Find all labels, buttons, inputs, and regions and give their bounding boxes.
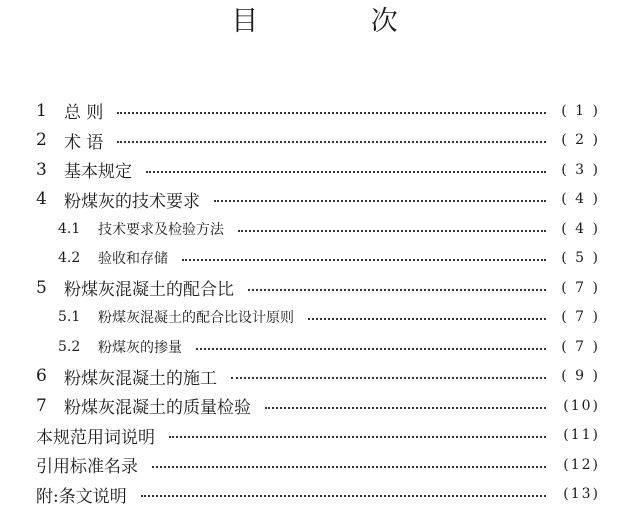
toc-entry-number: 4 — [36, 189, 47, 210]
toc-entry-label: 粉煤灰混凝土的质量检验 — [64, 398, 251, 419]
toc-entry-number: 6 — [36, 366, 47, 387]
toc-entry-2[interactable] — [36, 126, 600, 156]
toc-entry-number: 2 — [36, 130, 47, 151]
dot-leader — [117, 141, 546, 143]
toc-entry-5[interactable] — [36, 273, 600, 303]
dot-leader — [196, 348, 546, 350]
toc-entry-label: 验收和存储 — [98, 251, 168, 268]
toc-entry-label: 粉煤灰混凝土的配合比设计原则 — [98, 310, 294, 327]
dot-leader — [152, 466, 546, 468]
toc-entry-label: 粉煤灰的技术要求 — [64, 191, 200, 212]
toc-entry-5-2[interactable] — [36, 332, 600, 362]
toc-entry-label: 粉煤灰混凝土的配合比 — [64, 280, 234, 301]
toc-entry-number: 4.1 — [58, 220, 81, 237]
toc-entry-page: (10) — [563, 397, 600, 414]
dot-leader — [182, 259, 546, 261]
dot-leader — [238, 230, 546, 232]
toc-entry-page: ( 1 ) — [561, 102, 600, 119]
toc-entry-page: ( 7 ) — [561, 279, 600, 296]
table-of-contents — [36, 96, 600, 509]
toc-entry-page: ( 7 ) — [561, 338, 600, 355]
toc-entry-number: 5 — [36, 277, 47, 298]
toc-entry-4[interactable] — [36, 185, 600, 215]
toc-entry-4-1[interactable] — [36, 214, 600, 244]
toc-entry-referenced-standards[interactable] — [36, 450, 600, 480]
toc-entry-number: 3 — [36, 159, 47, 180]
toc-entry-label: 技术要求及检验方法 — [98, 221, 224, 238]
toc-entry-label: 术 语 — [64, 132, 104, 153]
toc-entry-7[interactable] — [36, 391, 600, 421]
toc-entry-label: 基本规定 — [64, 162, 132, 183]
dot-leader — [231, 377, 546, 379]
toc-entry-page: ( 4 ) — [561, 220, 600, 237]
dot-leader — [308, 318, 546, 320]
dot-leader — [169, 436, 546, 438]
toc-entry-page: ( 5 ) — [561, 250, 600, 267]
toc-entry-page: ( 9 ) — [561, 368, 600, 385]
dot-leader — [146, 171, 546, 173]
toc-entry-label: 附:条文说明 — [36, 486, 127, 507]
toc-entry-number: 7 — [36, 395, 47, 416]
dot-leader — [141, 495, 546, 497]
toc-entry-number: 5.2 — [58, 338, 81, 355]
toc-entry-number: 1 — [36, 100, 47, 121]
toc-entry-page: ( 4 ) — [561, 191, 600, 208]
toc-entry-label: 总 则 — [64, 103, 104, 124]
toc-entry-page: ( 7 ) — [561, 309, 600, 326]
page-title: 目 次 — [231, 6, 450, 37]
dot-leader — [248, 289, 546, 291]
toc-entry-label: 引用标准名录 — [36, 457, 138, 478]
dot-leader — [117, 112, 546, 114]
toc-entry-5-1[interactable] — [36, 303, 600, 333]
toc-entry-page: (12) — [563, 456, 600, 473]
dot-leader — [214, 200, 546, 202]
dot-leader — [265, 407, 546, 409]
toc-entry-number: 5.1 — [58, 309, 81, 326]
toc-entry-label: 本规范用词说明 — [36, 427, 155, 448]
toc-entry-label: 粉煤灰的掺量 — [98, 339, 182, 356]
toc-entry-6[interactable] — [36, 362, 600, 392]
toc-entry-terms-explanation[interactable] — [36, 421, 600, 451]
toc-entry-1[interactable] — [36, 96, 600, 126]
toc-entry-label: 粉煤灰混凝土的施工 — [64, 368, 217, 389]
toc-entry-3[interactable] — [36, 155, 600, 185]
toc-entry-appendix[interactable] — [36, 480, 600, 510]
toc-entry-page: ( 3 ) — [561, 161, 600, 178]
toc-entry-page: (13) — [563, 486, 600, 503]
toc-entry-4-2[interactable] — [36, 244, 600, 274]
toc-entry-number: 4.2 — [58, 250, 81, 267]
toc-entry-page: (11) — [563, 427, 600, 444]
toc-entry-page: ( 2 ) — [561, 132, 600, 149]
